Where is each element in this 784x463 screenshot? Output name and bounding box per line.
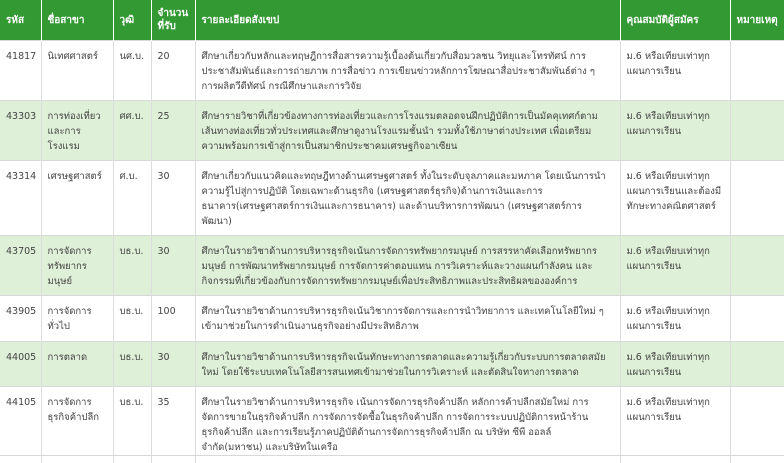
header-note: หมายเหตุ bbox=[730, 0, 784, 41]
cell-description: ศึกษาในรายวิชาด้านการบริหารธุรกิจ เน้นการจัดการธุรกิจค้าปลีก หลักการค้าปลีกสมัยใหม่ การจัดการขายในธุรกิจค้าปลีก การจัดการจัดซื้อในธุรกิจค้าปลีก การจัดการระบบปฏิบัติการหน้าร้านธุรกิจค้าปลีก และการเรียนรู้ภาคปฏิบัติด้านการจัดการธุรกิจค้าปลีก ณ บริษัท ซีพี ออลล์ จำกัด(มหาชน) และบริษัทในเครือ bbox=[195, 387, 620, 463]
cell-note bbox=[730, 236, 784, 296]
cell-qualification: ม.6 หรือเทียบเท่าทุกแผนการเรียน bbox=[620, 387, 730, 463]
header-description: รายละเอียดสังเขป bbox=[195, 0, 620, 41]
cell-qualification: ม.6 หรือเทียบเท่าทุกแผนการเรียน bbox=[620, 236, 730, 296]
cell-degree: บธ.บ. bbox=[113, 296, 151, 342]
header-code: รหัส bbox=[0, 0, 41, 41]
cell-note bbox=[730, 41, 784, 101]
cell-seats: 30 bbox=[151, 342, 195, 387]
cell-name: การจัดการธุรกิจค้าปลีก bbox=[41, 387, 113, 463]
cell-qualification: ม.6 หรือเทียบเท่าทุกแผนการเรียน bbox=[620, 101, 730, 161]
header-name: ชื่อสาขา bbox=[41, 0, 113, 41]
cell-qualification: ม.6 หรือเทียบเท่าทุกแผนการเรียน bbox=[620, 41, 730, 101]
cell-name: นิเทศศาสตร์ bbox=[41, 41, 113, 101]
table-row bbox=[0, 342, 784, 387]
cell-qualification: ม.6 หรือเทียบเท่าทุกแผนการเรียน bbox=[620, 296, 730, 342]
cell-note bbox=[730, 342, 784, 387]
cell-seats: 35 bbox=[151, 387, 195, 463]
cell-description: ศึกษาเกี่ยวกับหลักและทฤษฎีการสื่อสารความรู้เบื้องต้นเกี่ยวกับสื่อมวลชน วิทยุและโทรทัศน์ การประชาสัมพันธ์และการถ่ายภาพ การสื่อข่าว การเขียนข่าวหลักการโฆษณาสื่อประชาสัมพันธ์ต่าง ๆ การผลิตวีดีทัศน์ กรณีศึกษาและการวิจัย bbox=[195, 41, 620, 101]
table-bottom-border bbox=[0, 455, 784, 456]
cell-note bbox=[730, 296, 784, 342]
header-degree: วุฒิ bbox=[113, 0, 151, 41]
cell-seats: 30 bbox=[151, 161, 195, 236]
table-row bbox=[0, 296, 784, 342]
header-qualification: คุณสมบัติผู้สมัคร bbox=[620, 0, 730, 41]
cell-qualification: ม.6 หรือเทียบเท่าทุกแผนการเรียนและต้องมีทักษะทางคณิตศาสตร์ bbox=[620, 161, 730, 236]
cell-qualification: ม.6 หรือเทียบเท่าทุกแผนการเรียน bbox=[620, 342, 730, 387]
cell-seats: 100 bbox=[151, 296, 195, 342]
table-row bbox=[0, 41, 784, 101]
cell-code: 44005 bbox=[0, 342, 41, 387]
cell-name: เศรษฐศาสตร์ bbox=[41, 161, 113, 236]
table-row bbox=[0, 101, 784, 161]
cell-name: การตลาด bbox=[41, 342, 113, 387]
table-header-row bbox=[0, 0, 784, 41]
cell-note bbox=[730, 161, 784, 236]
table-row bbox=[0, 387, 784, 463]
cell-seats: 30 bbox=[151, 236, 195, 296]
cell-degree: ศศ.บ. bbox=[113, 101, 151, 161]
cell-name: การท่องเที่ยวและการโรงแรม bbox=[41, 101, 113, 161]
cell-seats: 25 bbox=[151, 101, 195, 161]
cell-degree: ศ.บ. bbox=[113, 161, 151, 236]
cell-degree: บธ.บ. bbox=[113, 387, 151, 463]
table-row bbox=[0, 236, 784, 296]
header-seats: จำนวนที่รับ bbox=[151, 0, 195, 41]
cell-code: 43705 bbox=[0, 236, 41, 296]
cell-seats: 20 bbox=[151, 41, 195, 101]
table-row bbox=[0, 161, 784, 236]
cell-code: 43314 bbox=[0, 161, 41, 236]
cell-name: การจัดการทั่วไป bbox=[41, 296, 113, 342]
cell-description: ศึกษารายวิชาที่เกี่ยวข้องทางการท่องเที่ยวและการโรงแรมตลอดจนฝึกปฏิบัติการเป็นมัคคุเทศก์ตามเส้นทางท่องเที่ยวทั่วประเทศและศึกษาดูงานโรงแรมชั้นนำ รวมทั้งใช้ภาษาต่างประเทศ เพื่อเตรียมความพร้อมการเข้าสู่การเป็นสมาชิกประชาคมเศรษฐกิจอาเซียน bbox=[195, 101, 620, 161]
cell-degree: บธ.บ. bbox=[113, 342, 151, 387]
cell-code: 41817 bbox=[0, 41, 41, 101]
cell-description: ศึกษาในรายวิชาด้านการบริหารธุรกิจเน้นการจัดการทรัพยากรมนุษย์ การสรรหาคัดเลือกทรัพยากรมนุษย์ การพัฒนาทรัพยากรมนุษย์ การจัดการค่าตอบแทน การวิเคราะห์และวางแผนกำลังคน และกิจกรรมที่เกี่ยวข้องกับการจัดการทรัพยากรมนุษย์เพื่อประสิทธิภาพและประสิทธิผลขององค์การ bbox=[195, 236, 620, 296]
cell-code: 44105 bbox=[0, 387, 41, 463]
cell-note bbox=[730, 101, 784, 161]
cell-degree: บธ.บ. bbox=[113, 236, 151, 296]
cell-code: 43905 bbox=[0, 296, 41, 342]
cell-degree: นศ.บ. bbox=[113, 41, 151, 101]
cell-note bbox=[730, 387, 784, 463]
cell-description: ศึกษาในรายวิชาด้านการบริหารธุรกิจเน้นวิชาการจัดการและการนำวิทยาการ และเทคโนโลยีใหม่ ๆ เข้ามาช่วยในการดำเนินงานธุรกิจอย่างมีประสิทธิภาพ bbox=[195, 296, 620, 342]
cell-code: 43303 bbox=[0, 101, 41, 161]
cell-description: ศึกษาในรายวิชาด้านการบริหารธุรกิจเน้นทักษะทางการตลาดและความรู้เกี่ยวกับระบบการตลาดสมัยใหม่ โดยใช้ระบบเทคโนโลยีสารสนเทศเข้ามาช่วยในการวิเคราะห์ และตัดสินใจทางการตลาด bbox=[195, 342, 620, 387]
cell-name: การจัดการทรัพยากรมนุษย์ bbox=[41, 236, 113, 296]
cell-description: ศึกษาเกี่ยวกับแนวคิดและทฤษฎีทางด้านเศรษฐศาสตร์ ทั้งในระดับจุลภาคและมหภาค โดยเน้นการนำความรู้ไปสู่การปฏิบัติ โดยเฉพาะด้านธุรกิจ (เศรษฐศาสตร์ธุรกิจ)ด้านการเงินและการธนาคาร(เศรษฐศาสตร์การเงินและการธนาคาร) และด้านบริหารการพัฒนา (เศรษฐศาสตร์การพัฒนา) bbox=[195, 161, 620, 236]
